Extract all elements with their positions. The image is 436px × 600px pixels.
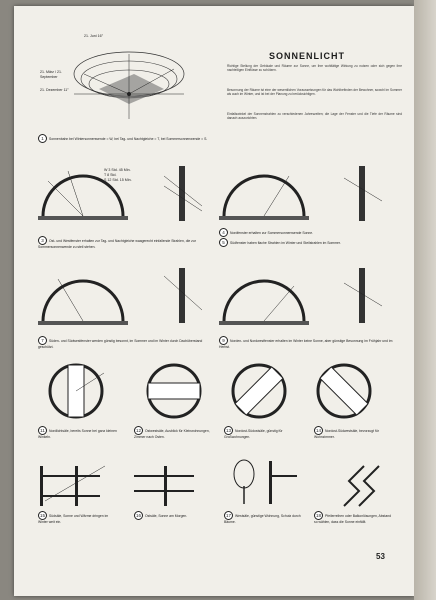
balcony-section-2 [134,461,204,506]
caption-11: 11 Nordlichtsäle, bereits Sonne bei ganz kleinen Winkeln. [38,428,117,439]
paragraph-1: Richtige Stellung der Gebäude und Räume zur Sonne, um ihre wohltätige Wirkung zu nutzen oder sich gegen ihre nachteiligen Einflüsse zu schützen. [227,64,402,73]
window-detail-4 [344,268,384,323]
room-plan-nord [46,361,106,421]
paragraph-3: Einfallswinkel der Sonnenstrahlen zu verschiedenen Jahreszeiten; die Lage der Fenster und die Tiefe der Räume sind danach auszurichten. [227,112,402,121]
window-label-w: W 3 Std. 45 Min. [104,168,131,172]
caption-12: 12 Ostwestsäle, Ausblick für Kleinwohnungen, Zimmer nach Osten. [134,428,210,439]
balcony-section-1 [40,461,110,506]
caption-4: 4 Nordfenster erhalten zur Sommersonnenwende Sonne. [219,228,399,237]
caption-13: 13 Nordost-Südostsäle, günstig für Großwohnungen. [224,428,283,439]
tree-section [229,456,299,506]
caption-5: 5 Südfenster haben flache Strahlen im Winter und Steilstrahlen im Sommer. [219,238,399,247]
caption-14: 14 Nordost-Südwestsäle, bevorzugt für Wohnzimmer. [314,428,379,439]
sun-path-diagram [54,34,204,134]
window-section-1 [38,156,128,226]
label-winter: 21. Dezember 11° [40,88,69,92]
window-section-2 [219,156,309,226]
room-plan-ostwest [144,361,204,421]
caption-16: 16 Ostsäle, Sonne am Morgen. [135,513,188,518]
window-section-3 [38,261,128,331]
caption-17: 17 Westsäle, günstige Wohnung, Schutz durch Bäume. [224,513,301,524]
room-plan-nordost-2 [314,361,374,421]
caption-18: 18 Pfeilerreihen oder Balkonlösungen, Abstand so wählen, dass die Sonne einfällt. [314,513,391,524]
room-plan-nordost [229,361,289,421]
section-heading: SONNENLICHT [269,51,345,61]
caption-15: 15 Südsäle, Sonne und Wärme dringen im Winter weit ein. [38,513,109,524]
window-label-t: T 8 Std. [104,173,117,177]
label-fruehjahr: 21. März / 21. September [40,70,62,79]
window-detail-2 [344,166,384,221]
caption-1: 1 Sonnenbahn bei Wintersonnenwende = W, bei Tag- und Nachtgleiche = T, bei Sommersonnenwende = S. [38,134,218,143]
book-page [14,6,414,596]
window-label-s: S 12 Std. 15 Min. [104,178,132,182]
window-detail-1 [164,166,204,221]
label-sommer: 21. Juni 16° [84,34,104,38]
pillar-section [339,456,389,511]
window-section-4 [219,261,309,331]
caption-3: 3 Ost- und Westfenster erhalten zur Tag- und Nachtgleiche waagerecht einfallende Strahlen, die zur Sommersonnenwende zu steil stehen. [38,238,196,249]
book-edge [414,0,436,600]
caption-9: 9 Norden- und Nordwestfenster erhalten im Winter keine Sonne, aber günstige Besonnung im Frühjahr und im Herbst. [219,338,393,349]
page-number: 53 [376,552,385,561]
caption-7: 7 Süden- und Südwestfenster werden günstig besonnt, im Sommer und im Winter durch Dachüberstand geschützt. [38,338,203,349]
window-detail-3 [164,268,204,323]
paragraph-2: Besonnung der Räume ist eine der wesentlichen Voraussetzungen für das Wohlbefinden der Bewohner, sowohl im Sommer als auch im Winter, und ist bei der Planung zu berücksichtigen. [227,88,402,97]
